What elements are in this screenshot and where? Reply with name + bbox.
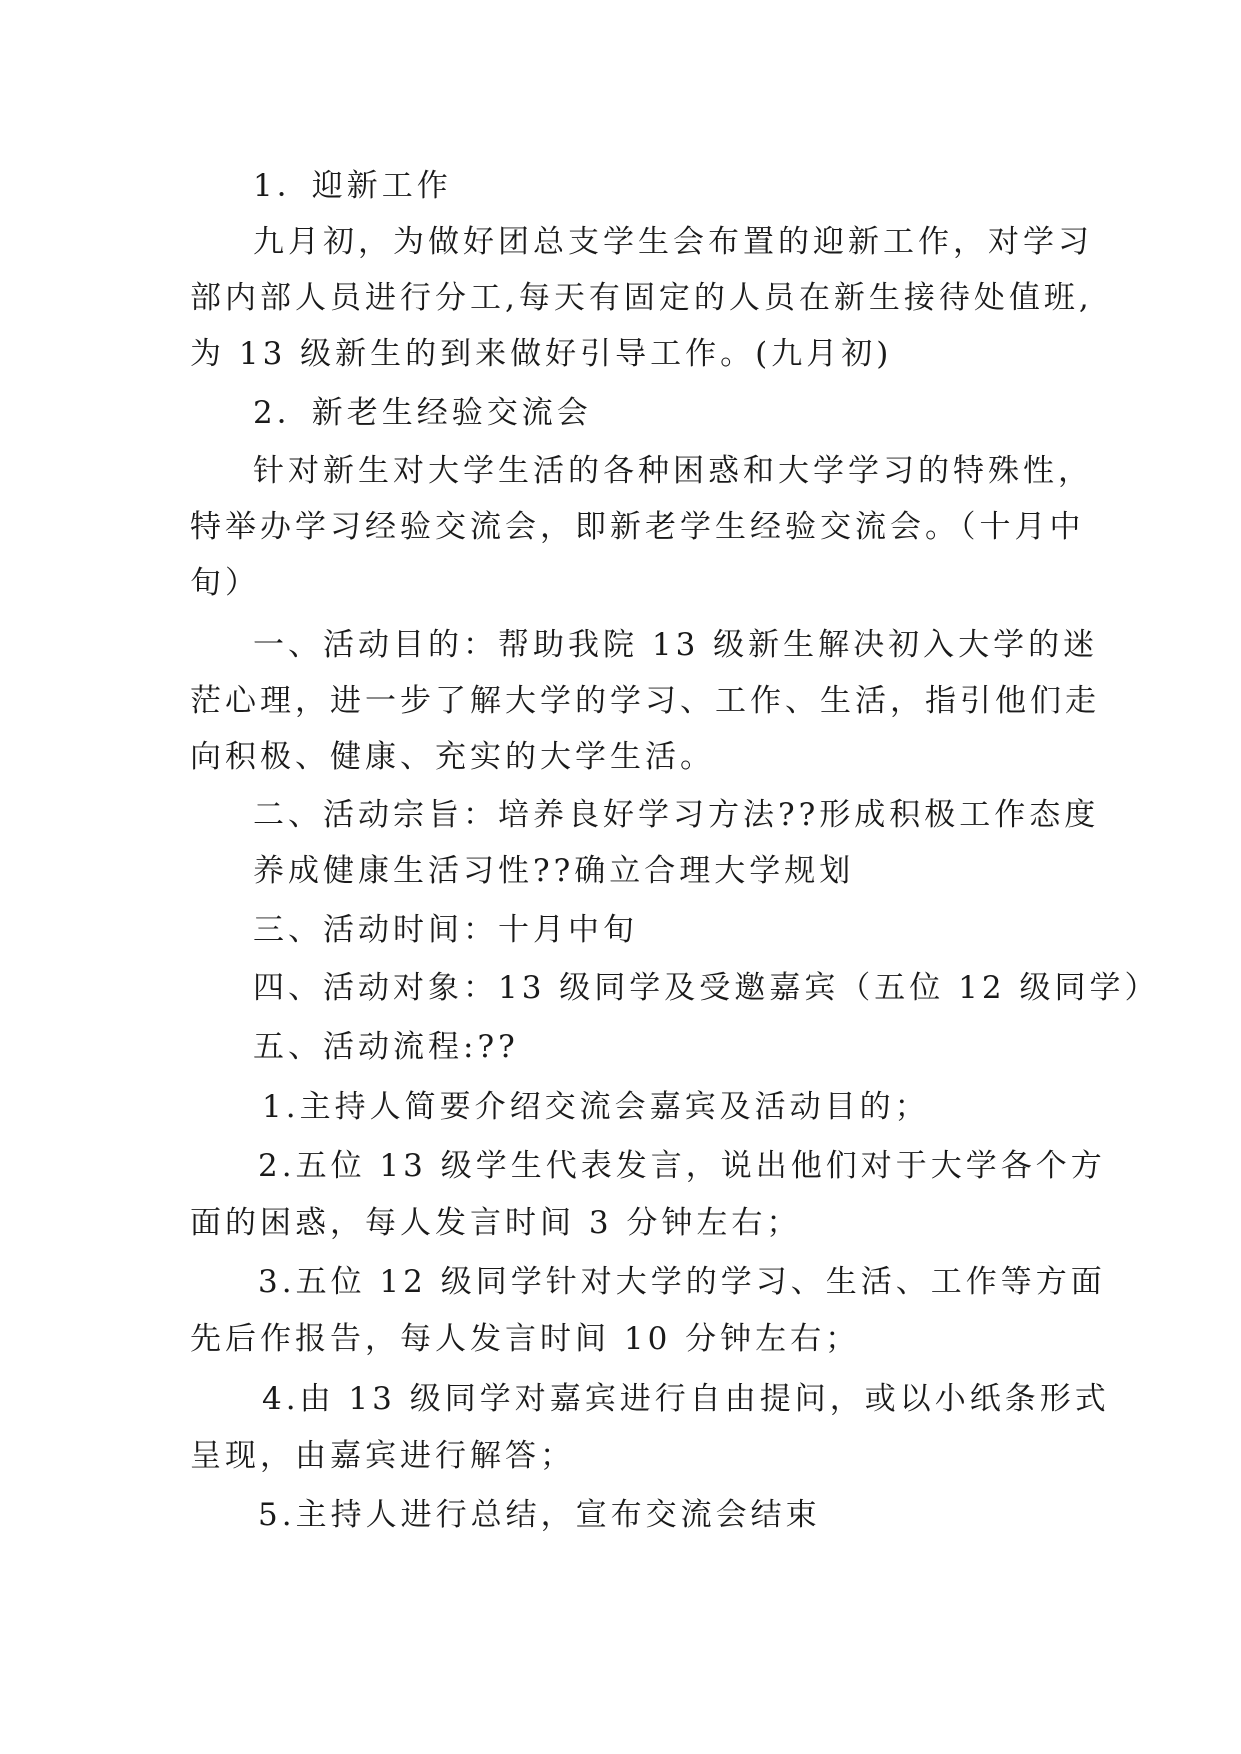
item-tenet: 二、活动宗旨：培养良好学习方法??形成积极工作态度 — [253, 797, 1100, 833]
paragraph-line: 旬） — [190, 565, 260, 601]
process-step: 5.主持人进行总结，宣布交流会结束 — [258, 1497, 821, 1533]
paragraph-line: 特举办学习经验交流会，即新老学生经验交流会。（十月中 — [190, 509, 1085, 545]
process-step: 4.由 13 级同学对嘉宾进行自由提问，或以小纸条形式 — [262, 1381, 1110, 1417]
paragraph-line: 向积极、健康、充实的大学生活。 — [190, 739, 715, 775]
paragraph-line: 呈现，由嘉宾进行解答； — [190, 1438, 575, 1474]
item-purpose: 一、活动目的：帮助我院 13 级新生解决初入大学的迷 — [253, 627, 1099, 663]
item-audience: 四、活动对象：13 级同学及受邀嘉宾（五位 12 级同学） — [253, 970, 1160, 1006]
paragraph-line: 茫心理，进一步了解大学的学习、工作、生活，指引他们走 — [190, 683, 1100, 719]
section-heading-welcome: 1．迎新工作 — [253, 168, 452, 204]
paragraph-line: 针对新生对大学生活的各种困惑和大学学习的特殊性， — [253, 453, 1093, 489]
item-time: 三、活动时间：十月中旬 — [253, 912, 638, 948]
paragraph-line: 养成健康生活习性??确立合理大学规划 — [253, 853, 855, 889]
section-heading-exchange: 2．新老生经验交流会 — [253, 395, 592, 431]
process-step: 1.主持人简要介绍交流会嘉宾及活动目的； — [262, 1089, 930, 1125]
process-step: 2.五位 13 级学生代表发言，说出他们对于大学各个方 — [258, 1148, 1106, 1184]
paragraph-line: 面的困惑，每人发言时间 3 分钟左右； — [190, 1205, 802, 1241]
paragraph-line: 九月初，为做好团总支学生会布置的迎新工作，对学习 — [253, 224, 1093, 260]
item-process: 五、活动流程:?? — [253, 1029, 519, 1065]
paragraph-line: 先后作报告，每人发言时间 10 分钟左右； — [190, 1321, 861, 1357]
paragraph-line: 为 13 级新生的到来做好引导工作。(九月初) — [190, 336, 893, 372]
process-step: 3.五位 12 级同学针对大学的学习、生活、工作等方面 — [258, 1264, 1106, 1300]
paragraph-line: 部内部人员进行分工,每天有固定的人员在新生接待处值班, — [190, 280, 1093, 316]
